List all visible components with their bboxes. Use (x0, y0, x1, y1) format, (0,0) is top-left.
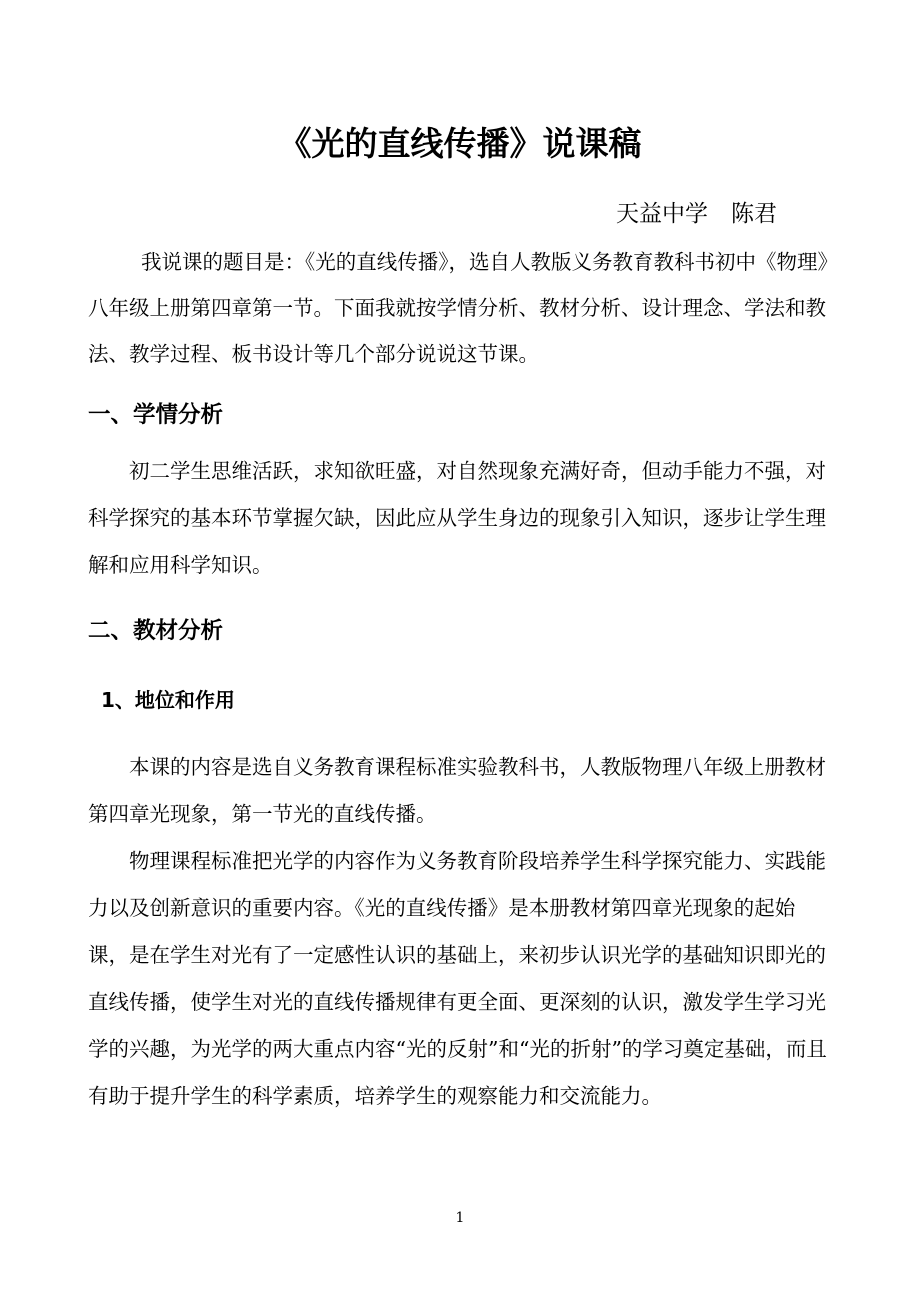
intro-paragraph: 我说课的题目是：《光的直线传播》，选自人教版义务教育教科书初中《物理》八年级上册第四章第一节。下面我就按学情分析、教材分析、设计理念、学法和教法、教学过程、板书设计等几个部分说说这节课。 (88, 250, 828, 366)
section-heading-student-analysis: 一、学情分析 (88, 402, 224, 428)
position-role-paragraph-1: 本课的内容是选自义务教育课程标准实验教科书，人教版物理八年级上册教材第四章光现象，第一节光的直线传播。 (88, 755, 826, 826)
author-line: 天益中学 陈君 (616, 201, 777, 227)
student-analysis-paragraph: 初二学生思维活跃，求知欲旺盛，对自然现象充满好奇，但动手能力不强，对科学探究的基本环节掌握欠缺，因此应从学生身边的现象引入知识，逐步让学生理解和应用科学知识。 (88, 459, 826, 577)
section-heading-textbook-analysis: 二、教材分析 (88, 618, 224, 644)
subsection-heading-position-role: 1、地位和作用 (101, 688, 235, 712)
page-number: 1 (455, 1210, 465, 1226)
position-role-paragraph-2: 物理课程标准把光学的内容作为义务教育阶段培养学生科学探究能力、实践能力以及创新意识的重要内容。《光的直线传播》是本册教材第四章光现象的起始课，是在学生对光有了一定感性认识的基础上，来初步认识光学的基础知识即光的直线传播，使学生对光的直线传播规律有更全面、更深刻的认识，激发学生学习光学的兴趣，为光学的两大重点内容“光的反射”和“光的折射”的学习奠定基础，而且有助于提升学生的科学素质，培养学生的观察能力和交流能力。 (88, 849, 827, 1108)
document-title: 《光的直线传播》说课稿 (278, 124, 642, 163)
